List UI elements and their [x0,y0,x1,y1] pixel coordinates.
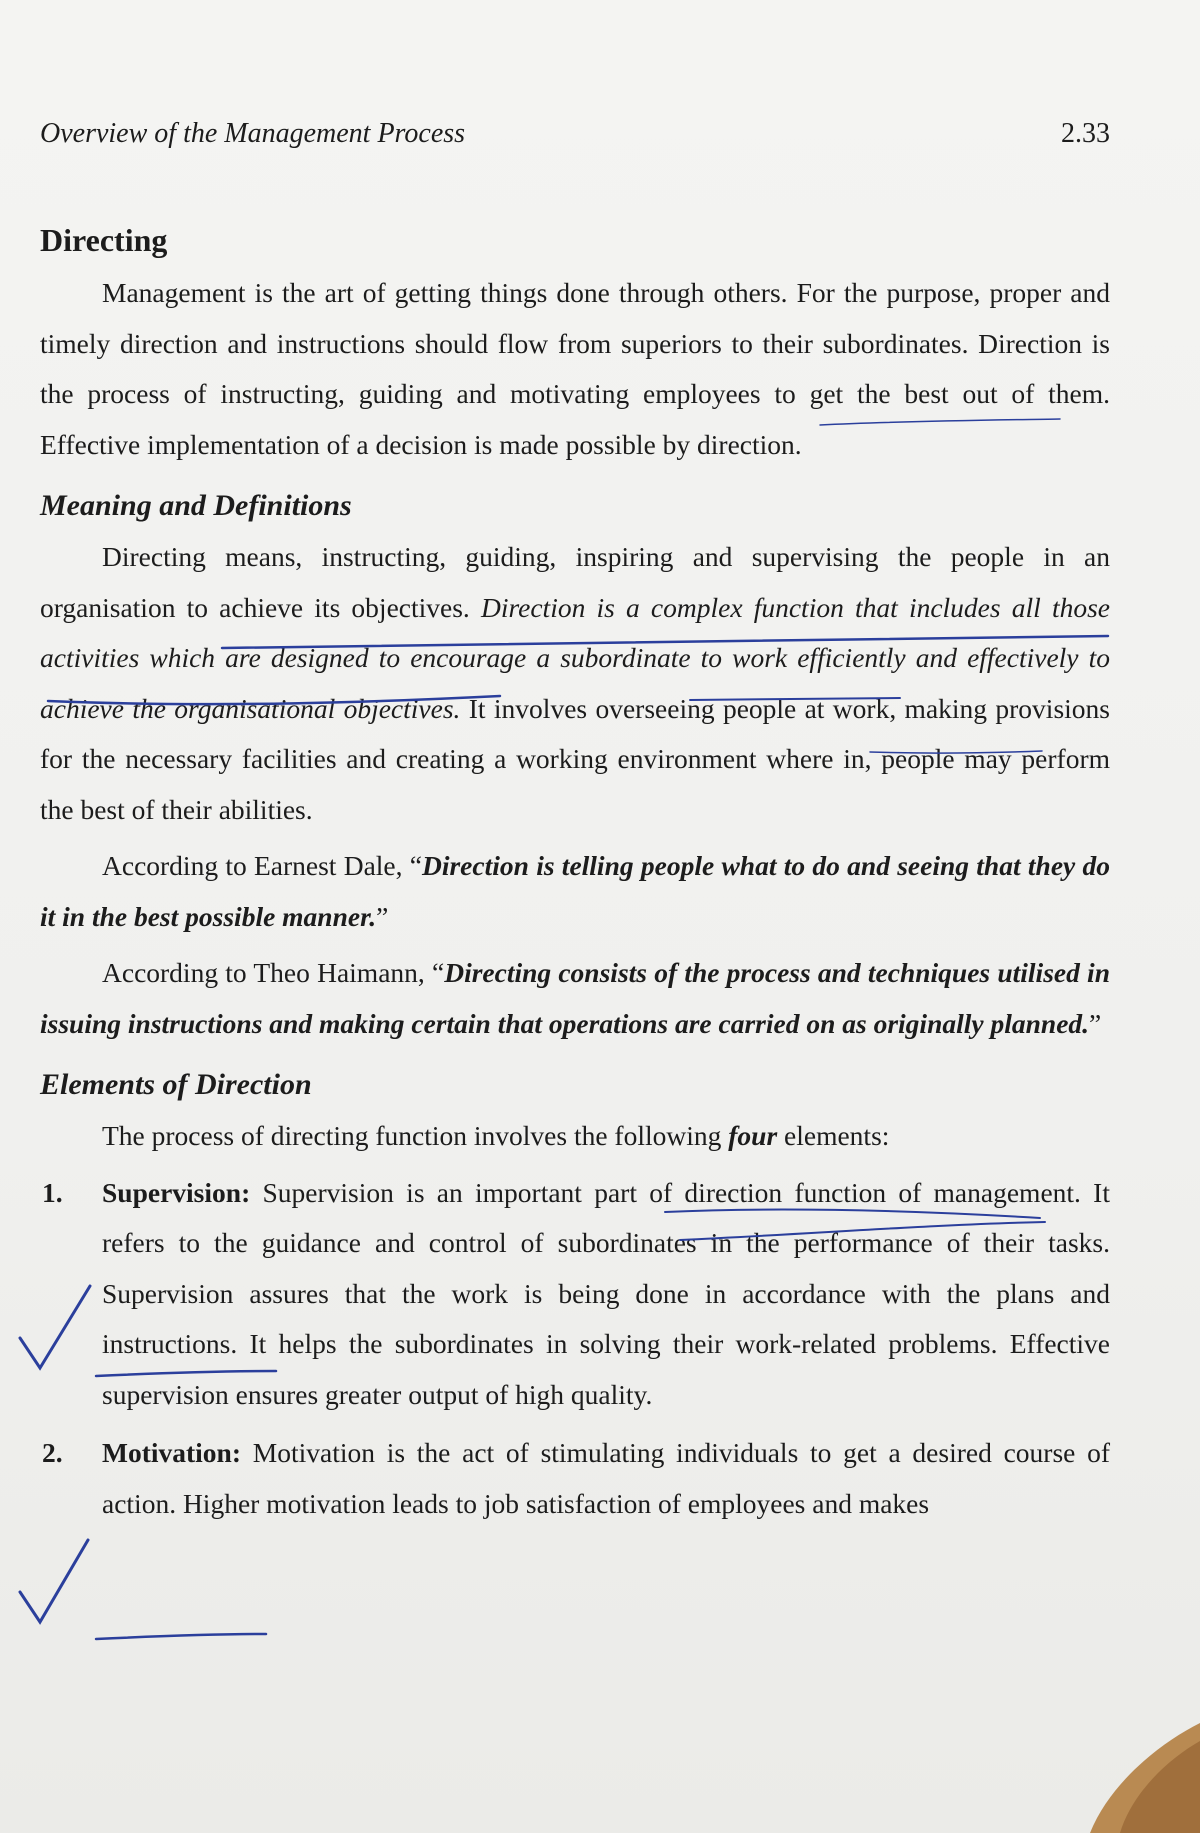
dale-quote: Direction is telling people what to do and seeing that they do it in the best possible manner. [40,850,1110,932]
haimann-definition [40,948,1110,1049]
haimann-quote: Directing consists of the process and techniques utilised in issuing instructions and making certain that operations are carried on as originally planned. [40,957,1110,1039]
item-number: 1. [42,1176,63,1208]
haimann-lead: According to Theo Haimann, “ [102,957,445,988]
page-header [40,118,1110,158]
item-text: Supervision is an important part of direction function of management. It refers to the guidance and control of subordinates in the performance of their tasks. Supervision assures that the work is being done in accordance with the plans and instructions. It helps the subordinates in solving their work-related problems. Effective supervision ensures greater output of high quality. [102,1176,1110,1410]
elements-intro-emph: four [728,1120,778,1151]
page-content [40,218,1110,1537]
checkmark-icon [20,1540,88,1622]
dale-definition [40,841,1110,942]
item-number: 2. [42,1437,63,1468]
pen-underline [96,1634,266,1639]
haimann-close: ” [1089,1007,1102,1039]
meaning-italic-definition: Direction is a complex function that includes all those activities which are designed to encourage a subordinate to work efficiently and effectively to achieve the organisational objectives. [40,591,1110,724]
thumb-corner [1050,1723,1200,1833]
meaning-text-tail: It involves overseeing people at work, making provisions for the necessary facilities and creating a working environment where in, people may perform the best of their abilities. [40,692,1110,825]
elements-intro [40,1111,1110,1162]
running-title: Overview of the Management Process [40,118,466,149]
list-item [40,1428,1110,1529]
elements-list [40,1168,1110,1530]
elements-heading: Elements of Direction [40,1068,312,1101]
dale-close: ” [376,900,389,932]
item-text: Motivation is the act of stimulating individuals to get a desired course of action. Higher motivation leads to job satisfaction of employees and makes [102,1437,1110,1519]
elements-intro-after: elements: [777,1120,890,1151]
meaning-heading: Meaning and Definitions [40,489,352,522]
item-title: Motivation: [102,1437,242,1468]
item-title: Supervision: [102,1176,251,1208]
section-heading: Directing [40,222,168,258]
page-number: 2.33 [1061,118,1110,149]
list-item [40,1168,1110,1421]
meaning-text: Directing means, instructing, guiding, inspiring and supervising the people in an organisation to achieve its objectives. [40,541,1110,623]
dale-lead: According to Earnest Dale, “ [102,850,422,881]
intro-paragraph: Management is the art of getting things done through others. For the purpose, proper and timely direction and instructions should flow from superiors to their subordinates. Direction is the process of instructing, guiding and motivating employees to get the best out of them. Effective implementation of a decision is made possible by direction. [40,277,1110,460]
elements-intro-before: The process of directing function involves the following [102,1120,729,1151]
meaning-paragraph [40,532,1110,835]
